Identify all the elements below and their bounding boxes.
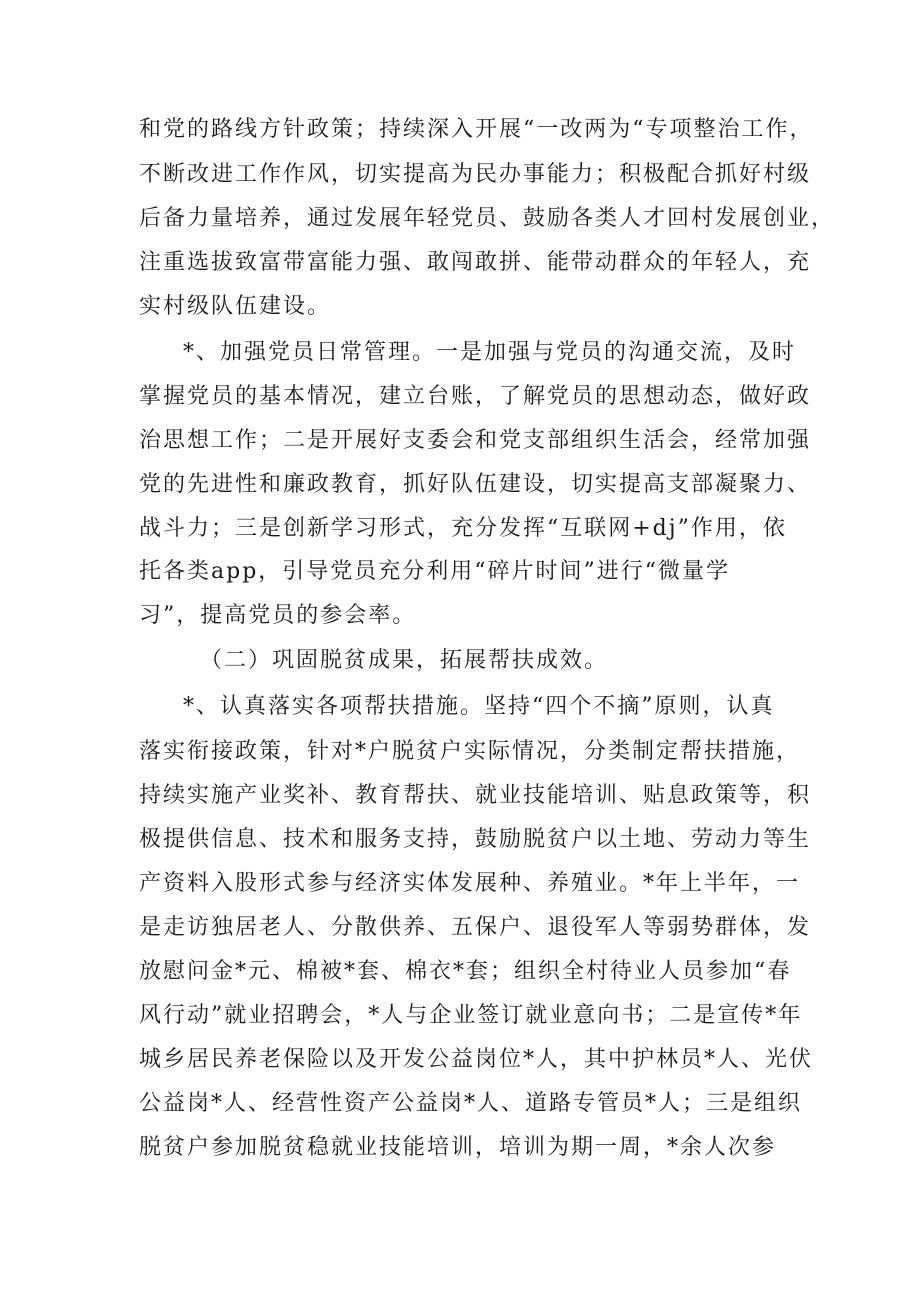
text-line: 城乡居民养老保险以及开发公益岗位*人，其中护林员*人、光伏	[139, 1047, 814, 1072]
text-line: 注重选拔致富带富能力强、敢闯敢拼、能带动群众的年轻人，充	[139, 250, 812, 275]
text-line: 治思想工作；二是开展好支委会和党支部组织生活会，经常加强	[139, 428, 812, 453]
text-line: 产资料入股形式参与经济实体发展种、养殖业。*年上半年，一	[139, 871, 801, 896]
paragraph-heading: *、加强党员日常管理。一是加强与党员的沟通交流，及时	[183, 340, 797, 365]
text-line: 掌握党员的基本情况，建立台账，了解党员的思想动态，做好政	[139, 384, 812, 409]
paragraph-heading: *、认真落实各项帮扶措施。坚持“四个不摘”原则，认真	[183, 694, 775, 719]
text-line: 不断改进工作作风，切实提高为民办事能力；积极配合抓好村级	[139, 162, 812, 187]
text-line: 实村级队伍建设。	[139, 294, 332, 319]
text-line: 是走访独居老人、分散供养、五保户、退役军人等弱势群体，发	[139, 915, 812, 940]
section-heading: （二）巩固脱贫成果，拓展帮扶成效。	[200, 648, 609, 673]
text-line: 风行动”就业招聘会，*人与企业签订就业意向书；二是宣传*年	[139, 1003, 803, 1028]
text-line: 习”，提高党员的参会率。	[139, 603, 417, 628]
text-line: 放慰问金*元、棉被*套、棉衣*套；组织全村待业人员参加“春	[139, 959, 792, 984]
text-line: 战斗力；三是创新学习形式，充分发挥“互联网+dj”作用，依	[139, 516, 787, 541]
text-line: 和党的路线方针政策；持续深入开展“一改两为“专项整治工作，	[139, 117, 814, 142]
text-line: 持续实施产业奖补、教育帮扶、就业技能培训、贴息政策等，积	[139, 783, 812, 808]
text-line: 脱贫户参加脱贫稳就业技能培训，培训为期一周，*余人次参	[139, 1135, 777, 1160]
text-line: 托各类app，引导党员充分利用“碎片时间”进行“微量学	[139, 559, 731, 584]
text-line: 公益岗*人、经营性资产公益岗*人、道路专管员*人；三是组织	[139, 1091, 803, 1116]
text-line: 党的先进性和廉政教育，抓好队伍建设，切实提高支部凝聚力、	[139, 472, 812, 497]
text-line: 极提供信息、技术和服务支持，鼓励脱贫户以土地、劳动力等生	[139, 827, 812, 852]
text-line: 落实衔接政策，针对*户脱贫户实际情况，分类制定帮扶措施，	[139, 739, 801, 764]
text-line: 后备力量培养，通过发展年轻党员、鼓励各类人才回村发展创业，	[139, 206, 836, 231]
